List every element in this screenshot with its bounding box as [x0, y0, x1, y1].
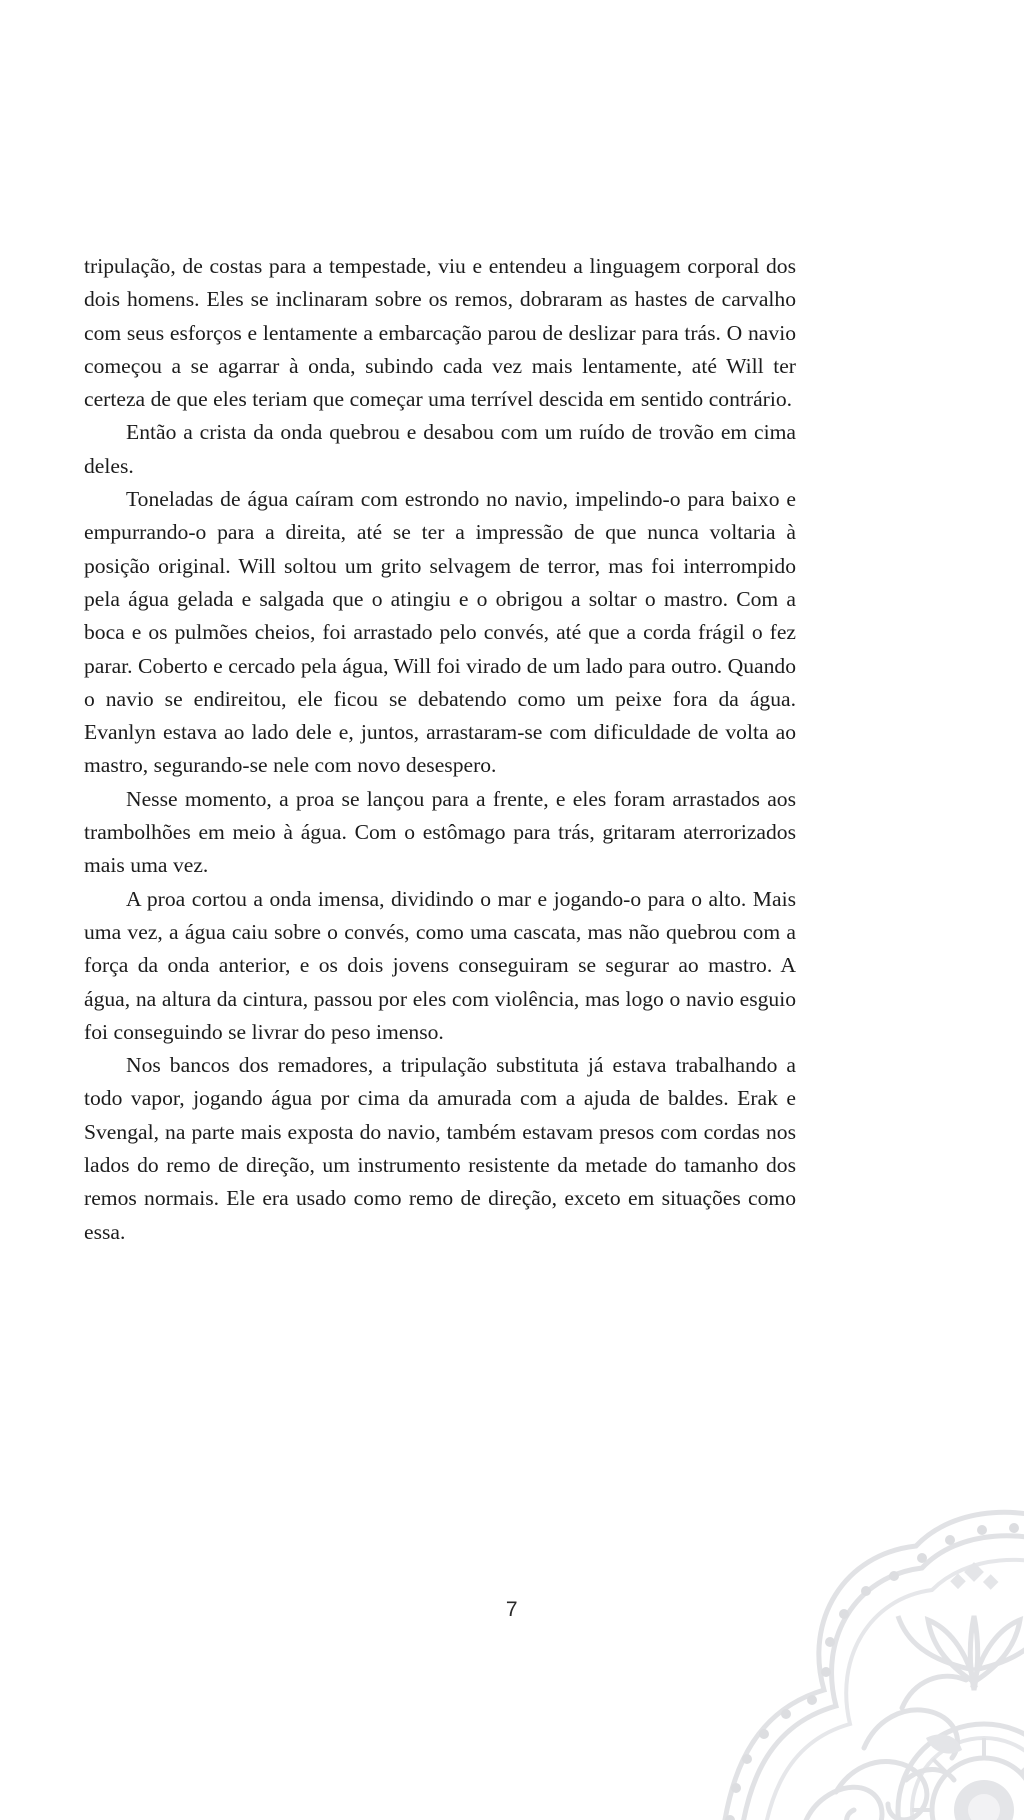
paragraph: Toneladas de água caíram com estrondo no navio, impelindo-o para baixo e empurrando-o para a direita, até se ter a impressão de que nunca voltaria à posição original. Will soltou um grito selvagem de terror, mas foi interrompido pela água gelada e salgada que o atingiu e o obrigou a soltar o mastro. Com a boca e os pulmões cheios, foi arrastado pelo convés, até que a corda frágil o fez parar. Coberto e cercado pela água, Will foi virado de um lado para outro. Quando o navio se endireitou, ele ficou se debatendo como um peixe fora da água. Evanlyn estava ao lado dele e, juntos, arrastaram-se com dificuldade de volta ao mastro, segurando-se nele com novo desespero. [84, 487, 796, 778]
paragraph: Nesse momento, a proa se lançou para a frente, e eles foram arrastados aos trambolhões em meio à água. Com o estômago para trás, gritaram aterrorizados mais uma vez. [84, 786, 796, 878]
body-text-column [84, 250, 796, 1249]
paragraph: tripulação, de costas para a tempestade, viu e entendeu a linguagem corporal dos dois homens. Eles se inclinaram sobre os remos, dobraram as hastes de carvalho com seus esforços e lentamente a embarcação parou de deslizar para trás. O navio começou a se agarrar à onda, subindo cada vez mais lentamente, até Will ter certeza de que eles teriam que começar uma terrível descida em sentido contrário. [84, 254, 796, 412]
paragraph: Nos bancos dos remadores, a tripulação substituta já estava trabalhando a todo vapor, jogando água por cima da amurada com a ajuda de baldes. Erak e Svengal, na parte mais exposta do navio, também estavam presos com cordas nos lados do remo de direção, um instrumento resistente da metade do tamanho dos remos normais. Ele era usado como remo de direção, exceto em situações como essa. [84, 1053, 796, 1244]
paragraph: A proa cortou a onda imensa, dividindo o mar e jogando-o para o alto. Mais uma vez, a água caiu sobre o convés, como uma cascata, mas não quebrou com a força da onda anterior, e os dois jovens conseguiram se segurar ao mastro. A água, na altura da cintura, passou por eles com violência, mas logo o navio esguio foi conseguindo se livrar do peso imenso. [84, 886, 796, 1044]
decorative-ornament-icon [654, 1480, 1024, 1820]
paragraph: Então a crista da onda quebrou e desabou com um ruído de trovão em cima deles. [84, 420, 796, 478]
page-number: 7 [505, 1598, 519, 1621]
